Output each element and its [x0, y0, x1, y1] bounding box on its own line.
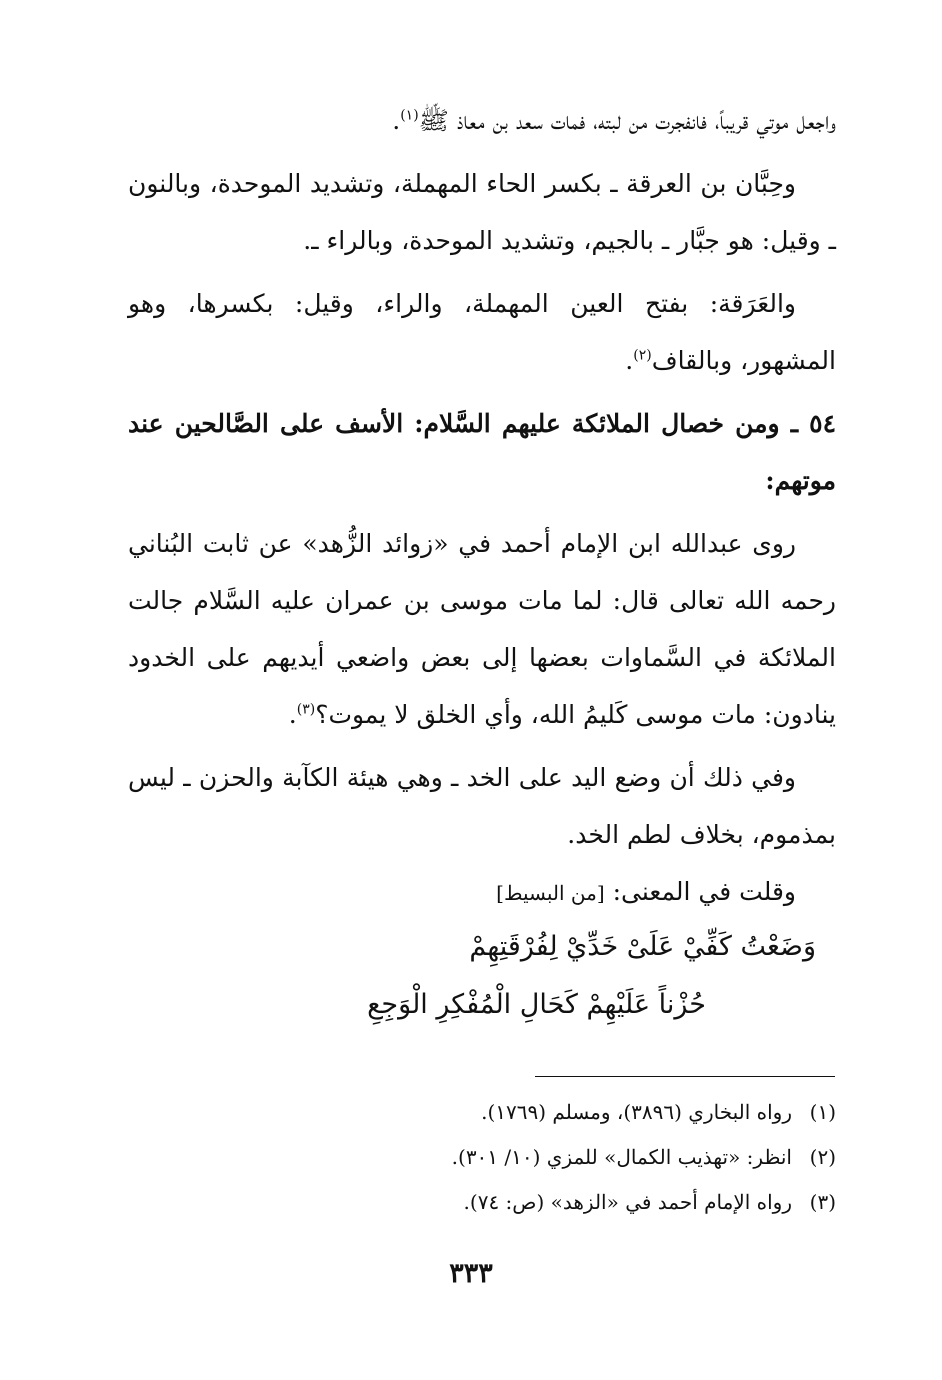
verse-intro	[128, 867, 836, 918]
footnote-ref-2: (٢)	[633, 347, 652, 364]
verse-meter: [من البسيط]	[496, 881, 605, 905]
paragraph-4	[128, 515, 836, 743]
footnote-ref-1: (١)	[400, 107, 419, 124]
verse-line-2: حُزْناً عَلَيْهِمْ كَحَالِ الْمُفْكِرِ الْوَجِعِ	[367, 989, 706, 1020]
footnote-number: (٢)	[809, 1145, 836, 1169]
footnote-text: رواه البخاري (٣٨٩٦)، ومسلم (١٧٦٩).	[481, 1100, 792, 1124]
paragraph-4-text: روى عبدالله ابن الإمام أحمد في «زوائد الزُّهد» عن ثابت البُناني رحمه الله تعالى قال: لما مات موسى بن عمران عليه السَّلام جالت الملائكة في السَّماوات بعضها إلى بعض واضعي أيديهم على الخدود ينادون: مات موسى كَليمُ الله، وأي الخلق لا يموت؟	[128, 529, 836, 729]
footnote-1	[128, 1090, 836, 1135]
paragraph-3-text: والعَرَقة: بفتح العين المهملة، والراء، وقيل: بكسرها، وهو المشهور، وبالقاف	[128, 289, 836, 375]
paragraph-1-text: واجعل موتي قريباً، فانفجرت من لبته، فمات سعد بن معاذ ﷺ	[418, 106, 836, 135]
paragraph-3	[128, 275, 836, 389]
footnote-number: (٣)	[809, 1190, 836, 1214]
paragraph-4-end: .	[288, 700, 297, 729]
footnote-text: انظر: «تهذيب الكمال» للمزي (١٠/ ٣٠١).	[451, 1145, 792, 1169]
paragraph-2: وحِبَّان بن العرقة ـ بكسر الحاء المهملة، وتشديد الموحدة، وبالنون ـ وقيل: هو جبَّار ـ بالجيم، وتشديد الموحدة، وبالراء ـ.	[128, 169, 836, 255]
footnote-divider	[535, 1076, 835, 1077]
footnote-number: (١)	[809, 1100, 836, 1124]
page-number: ٣٣٣	[449, 1258, 493, 1289]
section-heading: ٥٤ ـ ومن خصال الملائكة عليهم السَّلام: الأسف على الصَّالحين عند موتهم:	[128, 409, 836, 495]
footnote-ref-3: (٣)	[296, 701, 316, 718]
verse-intro-text: وقلت في المعنى:	[612, 877, 796, 906]
footnotes	[128, 1090, 836, 1225]
main-text	[128, 92, 836, 1034]
footnote-3	[128, 1180, 836, 1225]
paragraph-5: وفي ذلك أن وضع اليد على الخد ـ وهي هيئة الكآبة والحزن ـ ليس بمذموم، بخلاف لطم الخد.	[128, 763, 836, 849]
verse-line-1: وَضَعْتُ كَفِّيْ عَلَىْ خَدِّيْ لِفُرْقَتِهِمْ	[469, 931, 816, 962]
paragraph-1	[128, 92, 836, 149]
footnote-text: رواه الإمام أحمد في «الزهد» (ص: ٧٤).	[463, 1190, 792, 1214]
paragraph-1-end: .	[392, 106, 401, 135]
paragraph-3-end: .	[625, 346, 634, 375]
footnote-2	[128, 1135, 836, 1180]
